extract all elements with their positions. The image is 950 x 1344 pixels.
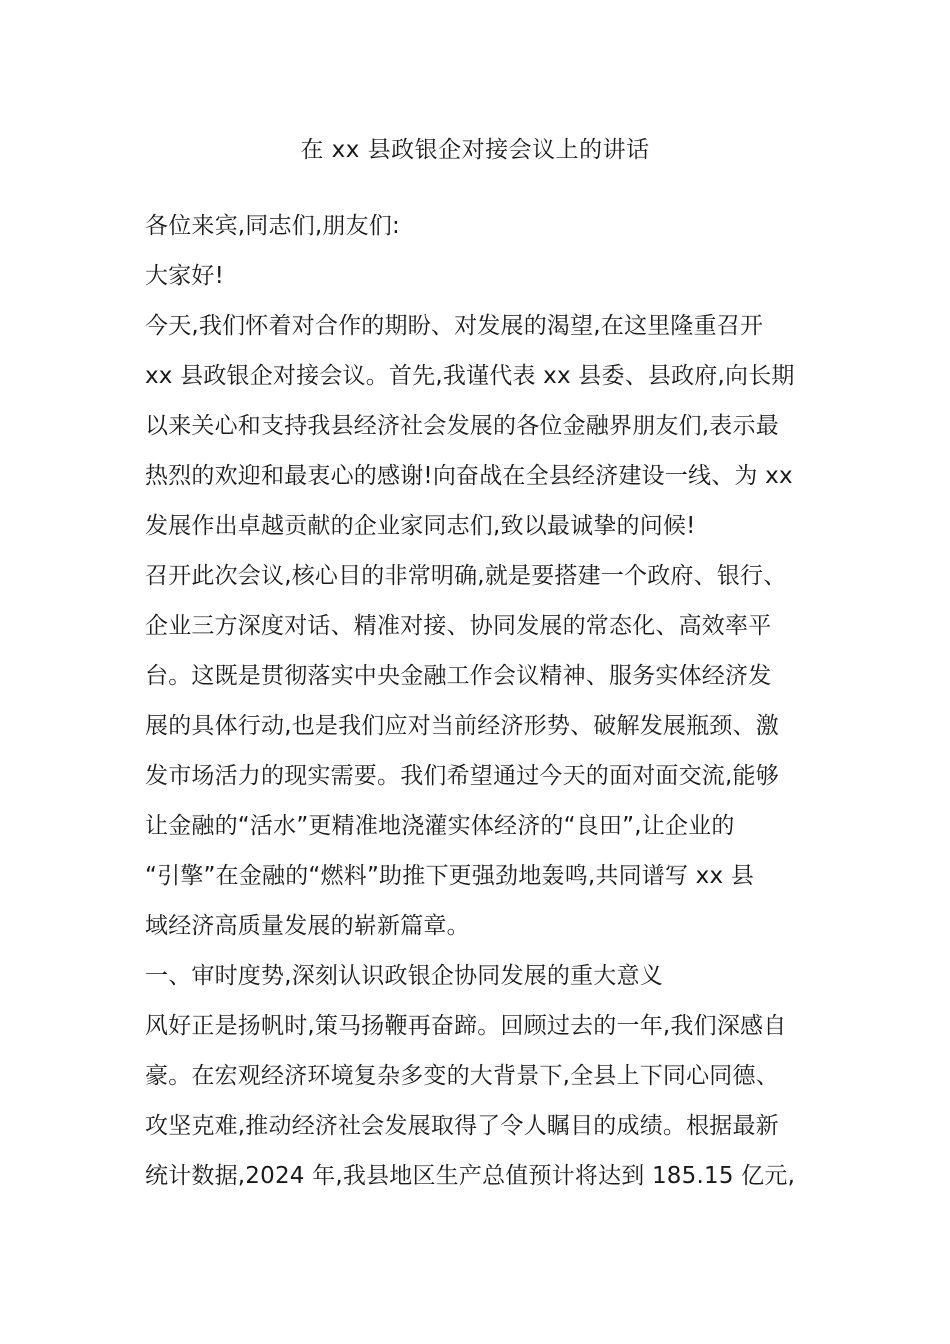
text-line: 攻坚克难,推动经济社会发展取得了令人瞩目的成绩。根据最新 bbox=[145, 1113, 779, 1139]
text-line: 企业三方深度对话、精准对接、协同发展的常态化、高效率平 bbox=[145, 613, 772, 639]
text-line: 召开此次会议,核心目的非常明确,就是要搭建一个政府、银行、 bbox=[145, 563, 787, 589]
text-line: 各位来宾,同志们,朋友们: bbox=[145, 213, 400, 239]
section-heading: 一、审时度势,深刻认识政银企协同发展的重大意义 bbox=[145, 963, 663, 989]
text-line: 统计数据,2024 年,我县地区生产总值预计将达到 185.15 亿元, bbox=[145, 1163, 796, 1189]
text-line: 豪。在宏观经济环境复杂多变的大背景下,全县上下同心同德、 bbox=[145, 1063, 779, 1089]
text-line: 域经济高质量发展的崭新篇章。 bbox=[145, 913, 470, 939]
text-line: 发展作出卓越贡献的企业家同志们,致以最诚挚的问候! bbox=[145, 513, 696, 539]
text-line: “引擎”在金融的“燃料”助推下更强劲地轰鸣,共同谱写 xx 县 bbox=[145, 863, 755, 889]
document-title: 在 xx 县政银企对接会议上的讲话 bbox=[300, 137, 650, 163]
text-line: 让金融的“活水”更精准地浇灌实体经济的“良田”,让企业的 bbox=[145, 813, 735, 839]
text-line: 展的具体行动,也是我们应对当前经济形势、破解发展瓶颈、激 bbox=[145, 713, 779, 739]
text-line: 今天,我们怀着对合作的期盼、对发展的渴望,在这里隆重召开 bbox=[145, 313, 764, 339]
text-line: 大家好! bbox=[145, 263, 225, 289]
document-body bbox=[145, 208, 815, 1208]
text-line: xx 县政银企对接会议。首先,我谨代表 xx 县委、县政府,向长期 bbox=[145, 363, 795, 389]
text-line: 热烈的欢迎和最衷心的感谢!向奋战在全县经济建设一线、为 xx bbox=[145, 463, 793, 489]
text-line: 风好正是扬帆时,策马扬鞭再奋蹄。回顾过去的一年,我们深感自 bbox=[145, 1013, 787, 1039]
text-line: 台。这既是贯彻落实中央金融工作会议精神、服务实体经济发 bbox=[145, 663, 772, 689]
text-line: 发市场活力的现实需要。我们希望通过今天的面对面交流,能够 bbox=[145, 763, 779, 789]
text-line: 以来关心和支持我县经济社会发展的各位金融界朋友们,表示最 bbox=[145, 413, 779, 439]
